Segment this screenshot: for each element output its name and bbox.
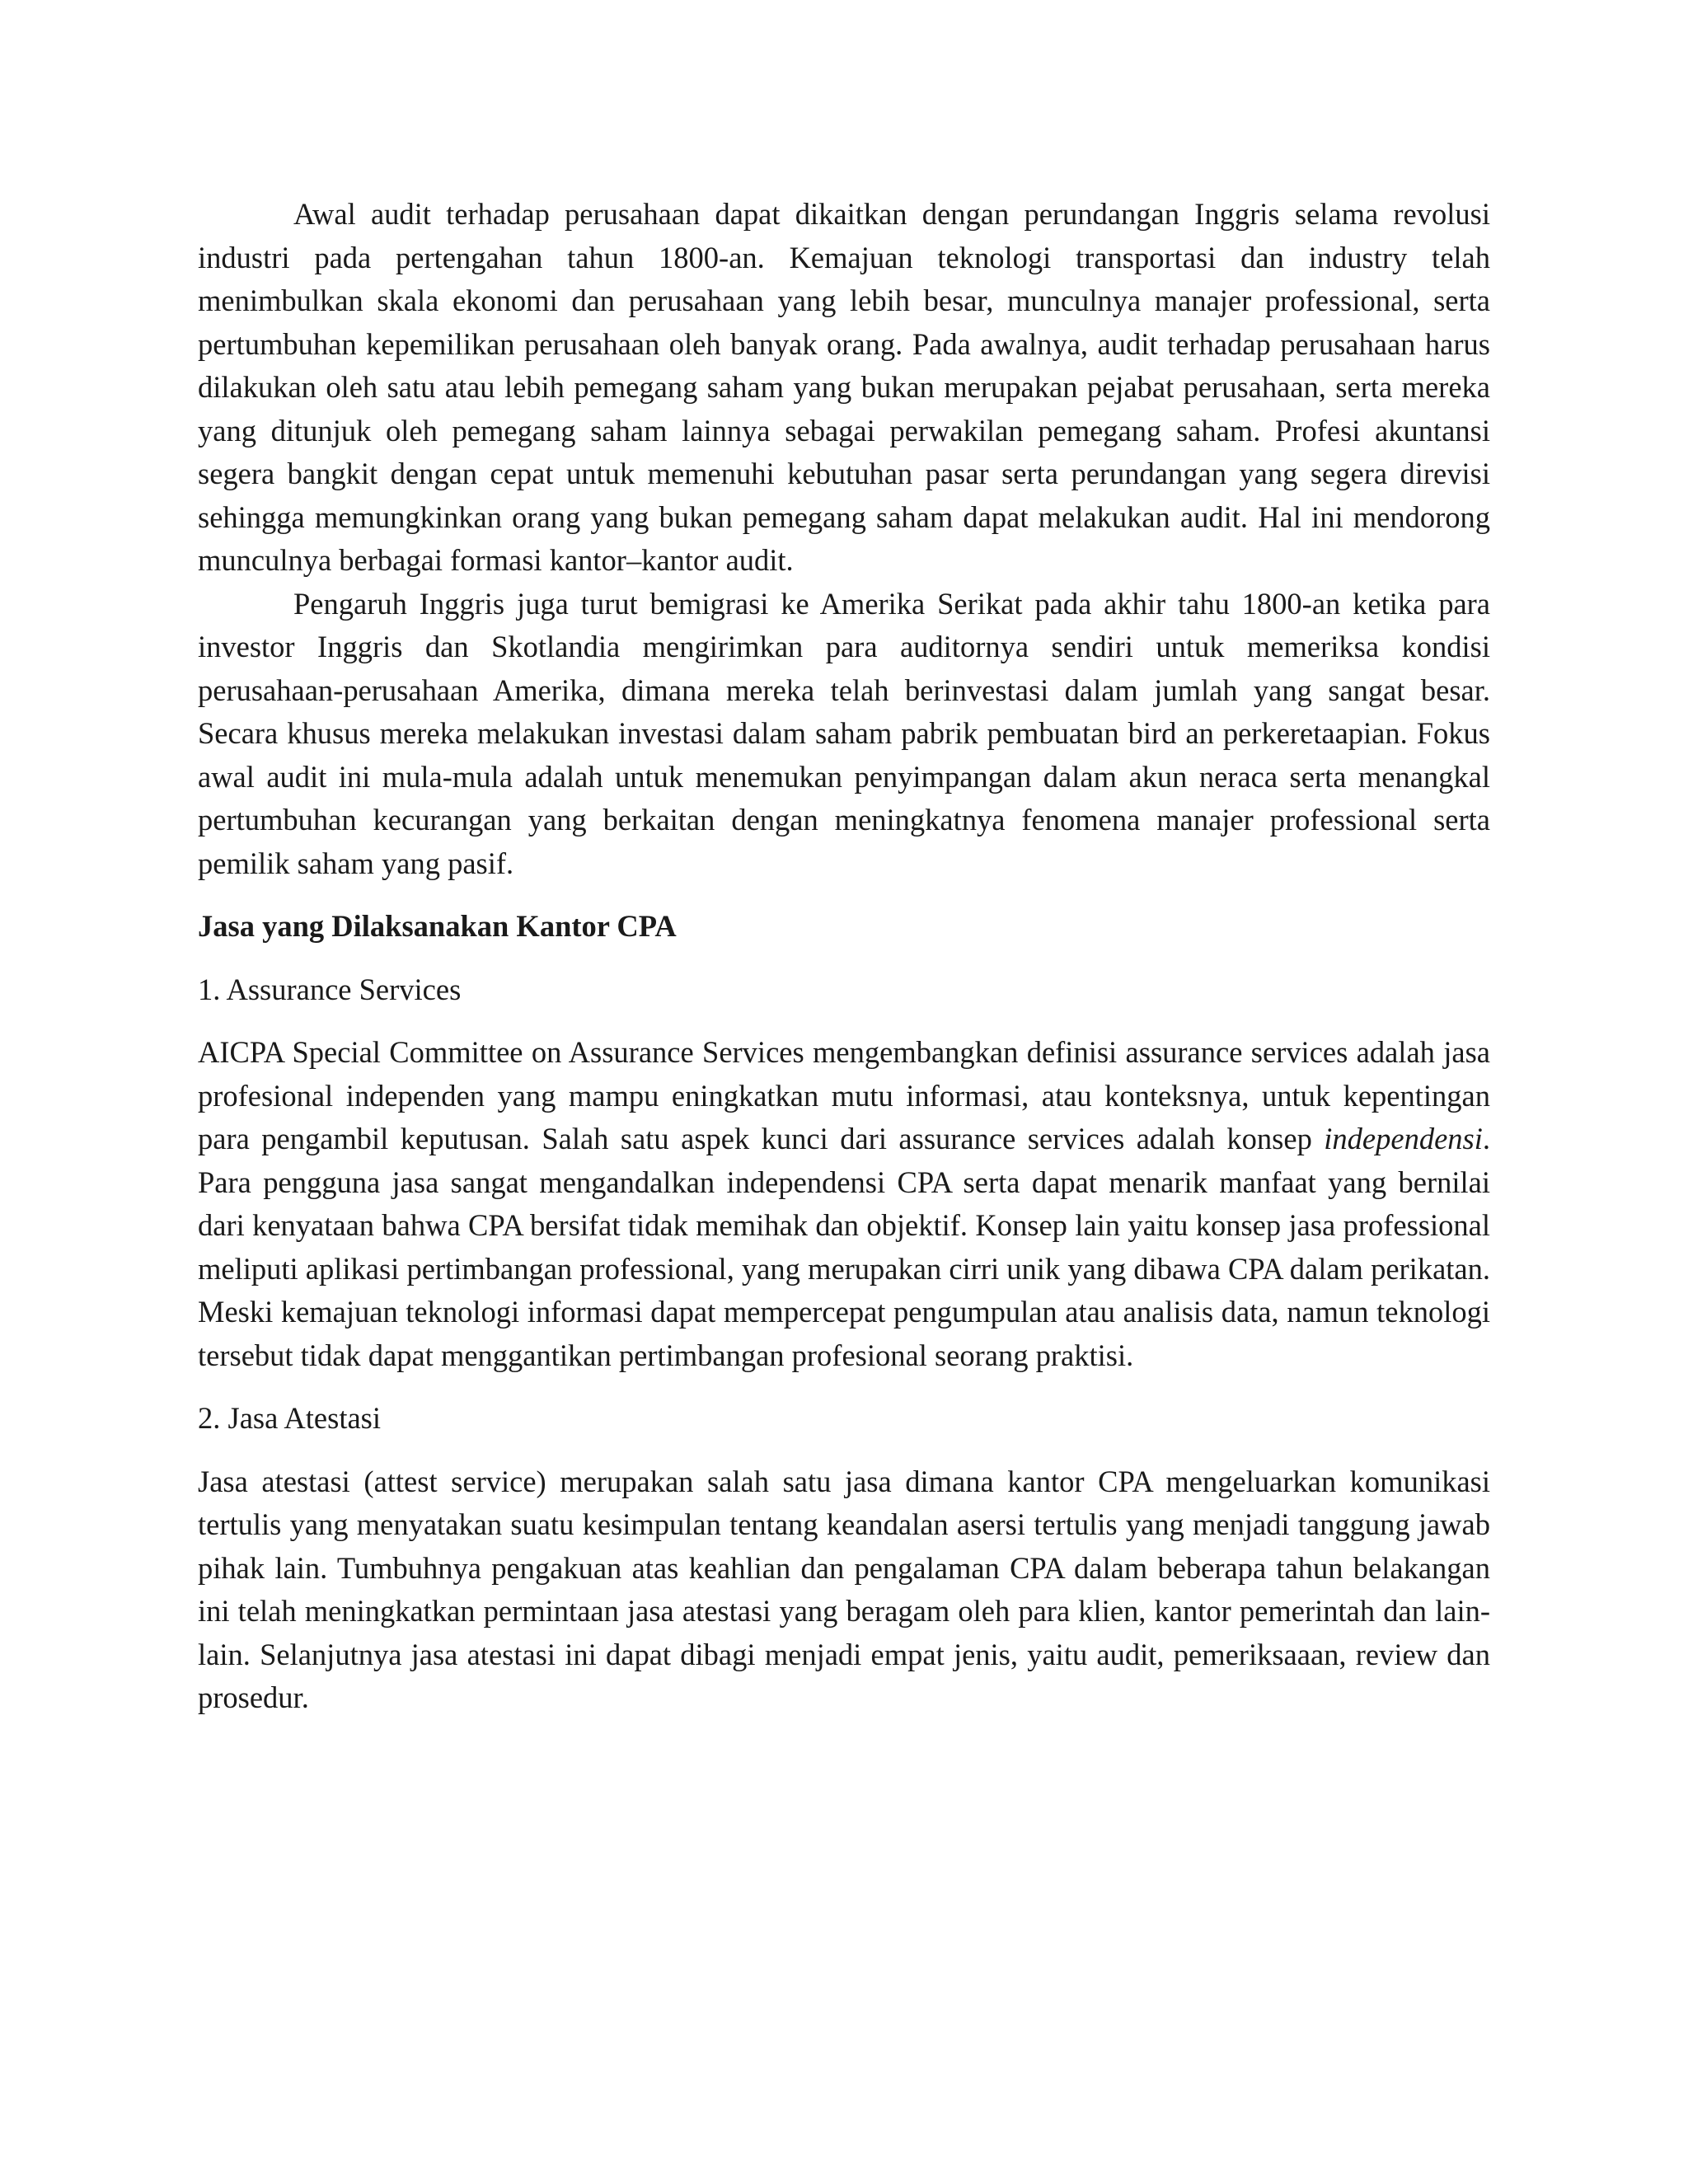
item-2-paragraph: Jasa atestasi (attest service) merupakan salah satu jasa dimana kantor CPA mengeluarkan komunikasi tertulis yang menyatakan suatu kesimpulan tentang keandalan asersi tertulis yang menjadi tanggung jawab pihak lain. Tumbuhnya pengakuan atas keahlian dan pengalaman CPA dalam beberapa tahun belakangan ini telah meningkatkan permintaan jasa atestasi yang beragam oleh para klien, kantor pemerintah dan lain-lain. Selanjutnya jasa atestasi ini dapat dibagi menjadi empat jenis, yaitu audit, pemeriksaaan, review dan prosedur. [198,1464,1490,1714]
item-1-text-b: . Para pengguna jasa sangat mengandalkan independensi CPA serta dapat menarik manfaat yang bernilai dari kenyataan bahwa CPA bersifat tidak memihak dan objektif. Konsep lain yaitu konsep jasa professional meliputi aplikasi pertimbangan professional, yang merupakan cirri unik yang dibawa CPA dalam perikatan. Meski kemajuan teknologi informasi dapat mempercepat pengumpulan atau analisis data, namun teknologi tersebut tidak dapat menggantikan pertimbangan profesional seorang praktisi. [198,1122,1490,1372]
item-1-title: 1. Assurance Services [198,972,462,1006]
item-1-text-italic: independensi [1324,1122,1483,1155]
intro-paragraph-1: Awal audit terhadap perusahaan dapat dikaitkan dengan perundangan Inggris selama revolusi industri pada pertengahan tahun 1800-an. Kemajuan teknologi transportasi dan industry telah menimbulkan skala ekonomi dan perusahaan yang lebih besar, munculnya manajer professional, serta pertumbuhan kepemilikan perusahaan oleh banyak orang. Pada awalnya, audit terhadap perusahaan harus dilakukan oleh satu atau lebih pemegang saham yang bukan merupakan pejabat perusahaan, serta mereka yang ditunjuk oleh pemegang saham lainnya sebagai perwakilan pemegang saham. Profesi akuntansi segera bangkit dengan cepat untuk memenuhi kebutuhan pasar serta perundangan yang segera direvisi sehingga memungkinkan orang yang bukan pemegang saham dapat melakukan audit. Hal ini mendorong munculnya berbagai formasi kantor–kantor audit. [198,197,1490,577]
intro-paragraph-2: Pengaruh Inggris juga turut bemigrasi ke Amerika Serikat pada akhir tahu 1800-an ketika para investor Inggris dan Skotlandia mengirimkan para auditornya sendiri untuk memeriksa kondisi perusahaan-perusahaan Amerika, dimana mereka telah berinvestasi dalam jumlah yang sangat besar. Secara khusus mereka melakukan investasi dalam saham pabrik pembuatan bird an perkeretaapian. Fokus awal audit ini mula-mula adalah untuk menemukan penyimpangan dalam akun neraca serta menangkal pertumbuhan kecurangan yang berkaitan dengan meningkatnya fenomena manajer professional serta pemilik saham yang pasif. [198,586,1490,880]
document-page [198,193,1490,1720]
item-2-title: 2. Jasa Atestasi [198,1401,382,1435]
section-heading: Jasa yang Dilaksanakan Kantor CPA [198,909,677,943]
item-1-paragraph [198,1031,1490,1377]
item-1-text-a: AICPA Special Committee on Assurance Services mengembangkan definisi assurance services adalah jasa profesional independen yang mampu eningkatkan mutu informasi, atau konteksnya, untuk kepentingan para pengambil keputusan. Salah satu aspek kunci dari assurance services adalah konsep [198,1035,1490,1155]
